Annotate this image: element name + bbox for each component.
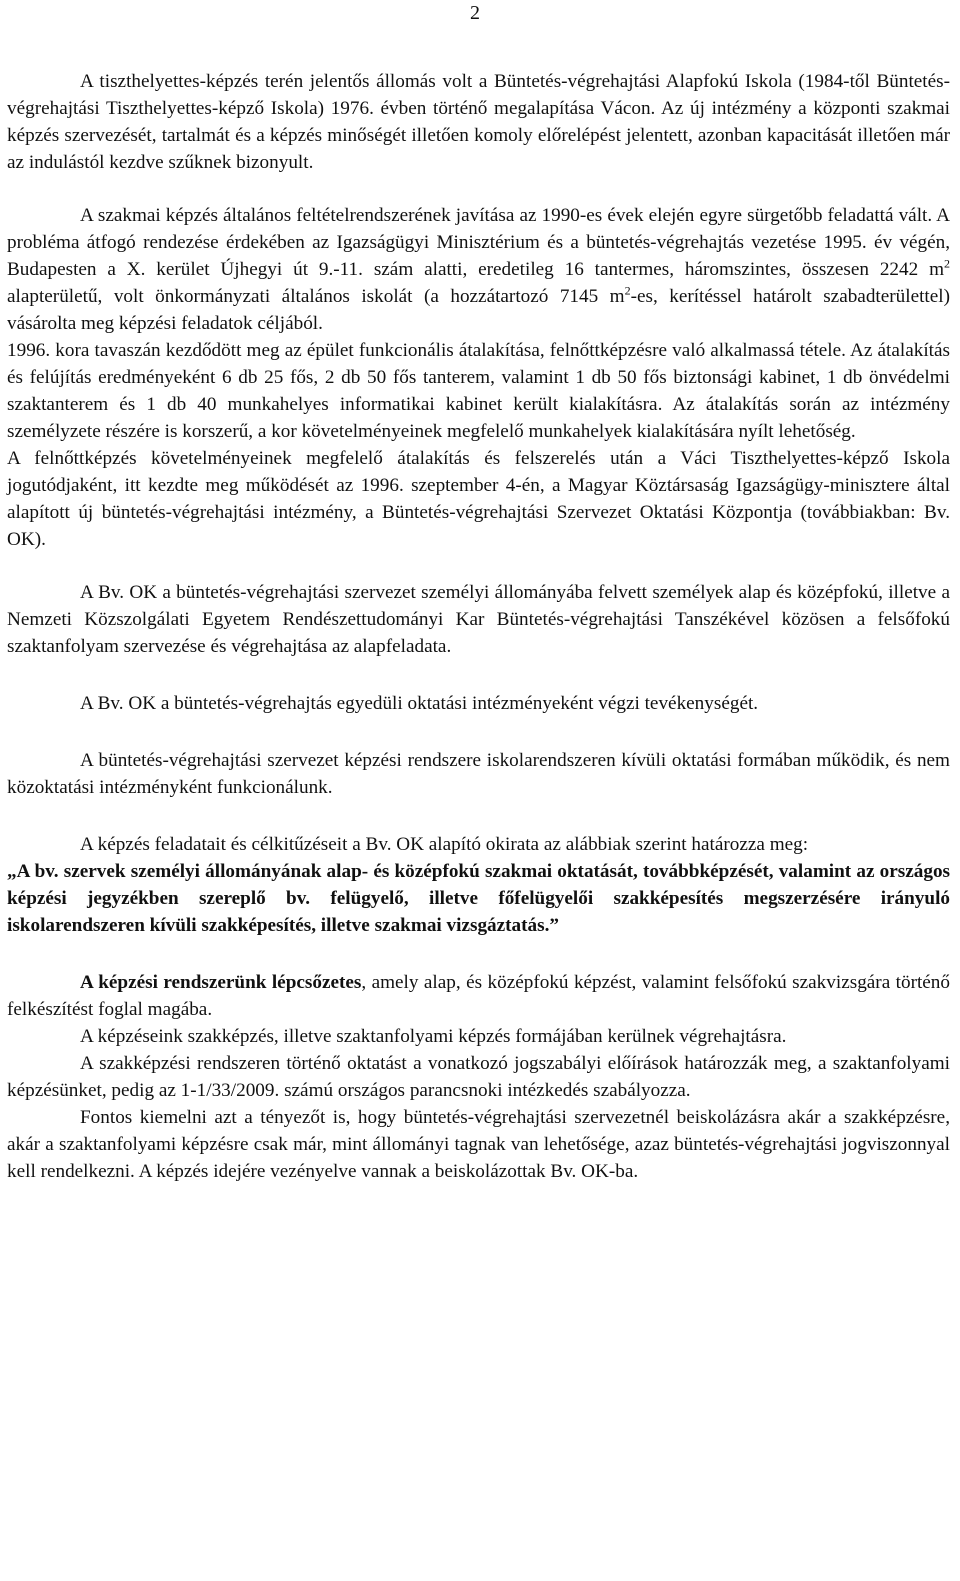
paragraph-10-bold: A képzési rendszerünk lépcsőzetes bbox=[80, 972, 362, 993]
paragraph-3: 1996. kora tavaszán kezdődött meg az épület funkcionális átalakítása, felnőttképzésre való alkalmassá tétele. Az átalakítás és felújítás eredményeként 6 db 25 fős, 2 db 50 fős tanterem, valamint 1 db 50 fős biztonsági kabinet, 1 db önvédelmi szaktanterem és 1 db 40 munkahelyes informatikai kabinet került kialakításra. Az átalakítás során az intézmény személyzete részére is korszerű, a kor követelményeinek megfelelő munkahelyek kialakítására nyílt lehetőség. bbox=[7, 340, 950, 442]
paragraph-4: A felnőttképzés követelményeinek megfelelő átalakítás és felszerelés után a Váci Tiszthelyettes-képző Iskola jogutódjaként, itt kezdte meg működését az 1996. szeptember 4-én, a Magyar Köztársaság Igazságügy-minisztere által alapított új büntetés-végrehajtási intézmény, a Büntetés-végrehajtási Szervezet Oktatási Központja (továbbiakban: Bv. OK). bbox=[7, 448, 950, 550]
paragraph-12: A szakképzési rendszeren történő oktatást a vonatkozó jogszabályi előírások határozzák meg, a szaktanfolyami képzésünket, pedig az 1-1/33/2009. számú országos parancsnoki intézkedés szabályozza. bbox=[7, 1053, 950, 1101]
paragraph-5: A Bv. OK a büntetés-végrehajtási szervezet személyi állományába felvett személyek alap és középfokú, illetve a Nemzeti Közszolgálati Egyetem Rendészettudományi Kar Büntetés-végrehajtási Tanszékével közösen a felsőfokú szaktanfolyam szervezése és végrehajtása az alapfeladata. bbox=[7, 582, 950, 657]
paragraph-10-rest: , amely alap, és középfokú képzést, valamint felsőfokú szakvizsgára történő felkészítést foglal magába. bbox=[7, 972, 950, 1020]
paragraph-2-text-a: A szakmai képzés általános feltételrendszerének javítása az 1990-es évek elején egyre sürgetőbb feladattá vált. A probléma átfogó rendezése érdekében az Igazságügyi Minisztérium és a büntetés-végrehajtás vezetése 1995. év végén, Budapesten a X. kerület Újhegyi út 9.-11. szám alatti, eredetileg 16 tantermes, háromszintes, összesen 2242 m bbox=[7, 205, 950, 280]
paragraph-1: A tiszthelyettes-képzés terén jelentős állomás volt a Büntetés-végrehajtási Alapfokú Iskola (1984-től Büntetés-végrehajtási Tiszthelyettes-képző Iskola) 1976. évben történő megalapítása Vácon. Az új intézmény a központi szakmai képzés szervezését, tartalmát és a képzés minőségét illetően komoly előrelépést jelentett, azonban kapacitását illetően már az indulástól kezdve szűknek bizonyult. bbox=[7, 71, 950, 173]
document-body bbox=[7, 68, 950, 1185]
paragraph-11: A képzéseink szakképzés, illetve szaktanfolyami képzés formájában kerülnek végrehajtásra. bbox=[80, 1026, 787, 1047]
paragraph-6: A Bv. OK a büntetés-végrehajtás egyedüli oktatási intézményeként végzi tevékenységét. bbox=[80, 693, 759, 714]
paragraph-10 bbox=[7, 969, 950, 1023]
paragraph-2-text-b: alapterületű, volt önkormányzati általános iskolát (a hozzátartozó 7145 m bbox=[7, 286, 625, 307]
paragraph-7: A büntetés-végrehajtási szervezet képzési rendszere iskolarendszeren kívüli oktatási formában működik, és nem közoktatási intézményként funkcionálunk. bbox=[7, 750, 950, 798]
paragraph-2-text-c: -es, kerítéssel határolt szabadterülettel) vásárolta meg képzési feladatok céljából. bbox=[7, 286, 950, 334]
superscript-2: 2 bbox=[624, 283, 631, 298]
paragraph-13: Fontos kiemelni azt a tényezőt is, hogy büntetés-végrehajtási szervezetnél beiskolázásra akár a szakképzésre, akár a szaktanfolyami képzésre csak már, mint állományi tagnak van lehetősége, azaz büntetés-végrehajtási jogviszonnyal kell rendelkezni. A képzés idejére vezényelve vannak a beiskolázottak Bv. OK-ba. bbox=[7, 1107, 950, 1182]
paragraph-2 bbox=[7, 202, 950, 337]
paragraph-8: A képzés feladatait és célkitűzéseit a Bv. OK alapító okirata az alábbiak szerint határozza meg: bbox=[80, 834, 809, 855]
page-number: 2 bbox=[470, 2, 480, 24]
quote-paragraph: „A bv. szervek személyi állományának alap- és középfokú szakmai oktatását, továbbképzését, valamint az országos képzési jegyzékben szereplő bv. felügyelő, illetve főfelügyelői szakképesítés megszerzésére irányuló iskolarendszeren kívüli szakképesítés, illetve szakmai vizsgáztatás.” bbox=[7, 861, 950, 936]
superscript-1: 2 bbox=[944, 256, 950, 271]
